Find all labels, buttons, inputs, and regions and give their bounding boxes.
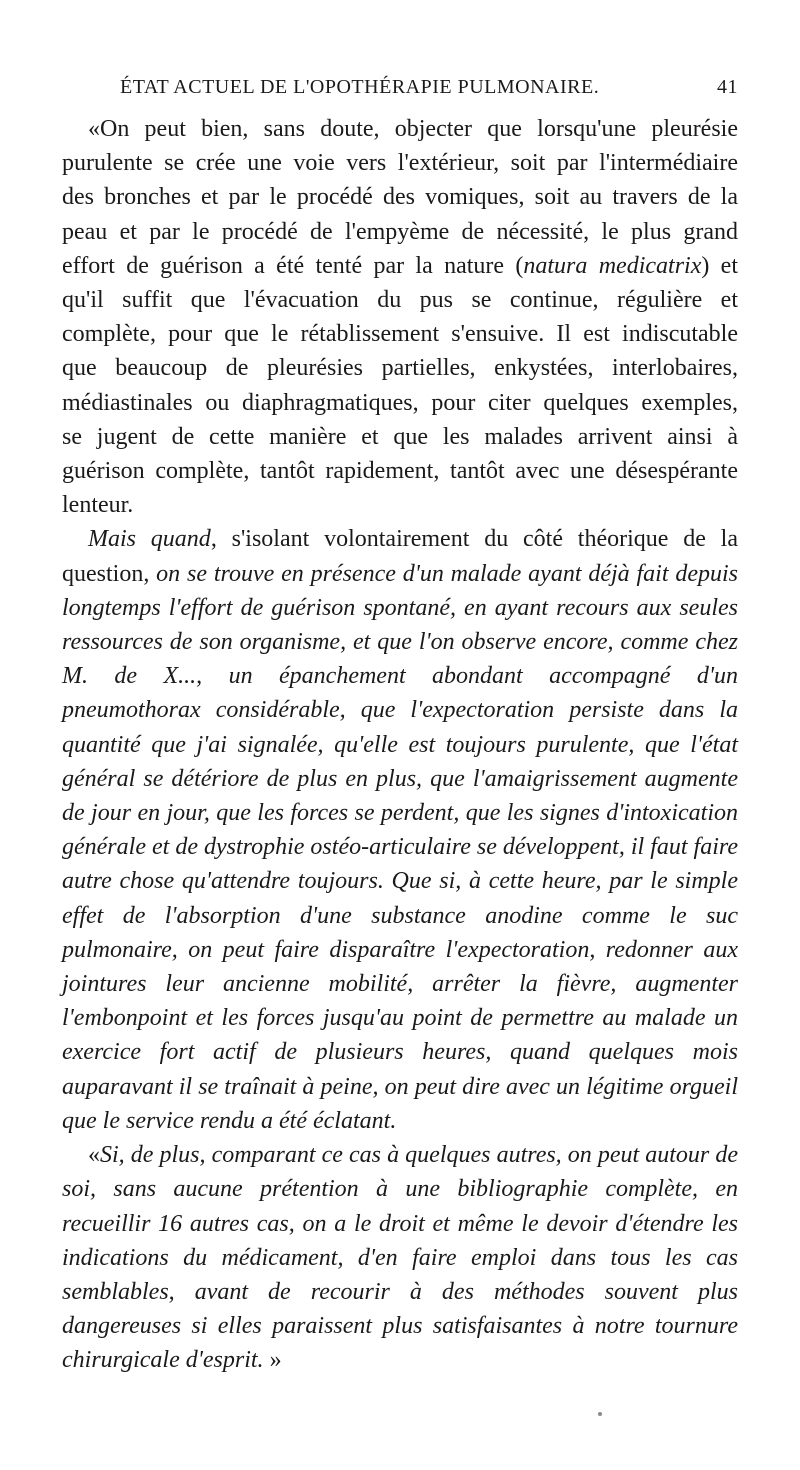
paragraph-1-text-a: On peut bien, sans doute, objecter que lorsqu'une pleurésie purulente se crée une voie vers l'extérieur, soit par l'intermédiaire des bronches et par le procédé des vomiques, soit au travers de la peau et par le procédé de l'empyème de nécessité, le plus grand effort de guérison a été tenté par la nature (: [62, 116, 738, 279]
latin-term: natura medicatrix: [523, 252, 702, 279]
paragraph-2-lead: Mais quand: [88, 526, 211, 553]
paragraph-3: [62, 1138, 738, 1377]
paragraph-2-italic: on se trouve en présence d'un malade ayant déjà fait depuis longtemps l'effort de guérison spontané, en ayant recours aux seules ressources de son organisme, et que l'on observe encore, comme chez M. de X..., un épanchement abondant accompagné d'un pneumothorax considérable, que l'expectoration persiste dans la quantité que j'ai signalée, qu'elle est toujours purulente, que l'état général se détériore de plus en plus, que l'amaigrissement augmente de jour en jour, que les forces se perdent, que les signes d'intoxication générale et de dystrophie ostéo-articulaire se développent, il faut faire autre chose qu'attendre toujours. Que si, à cette heure, par le simple effet de l'absorption d'une substance anodine comme le suc pulmonaire, on peut faire disparaître l'expectoration, redonner aux jointures leur ancienne mobilité, arrêter la fièvre, augmenter l'embonpoint et les forces jusqu'au point de permettre au malade un exercice fort actif de plusieurs heures, quand quelques mois auparavant il se traînait à peine, on peut dire avec un légitime orgueil que le service rendu a été éclatant.: [62, 560, 738, 1134]
page-number: 41: [717, 76, 738, 98]
opening-quote: «: [88, 116, 100, 142]
body-text: [62, 112, 738, 1378]
paragraph-1-text-b: ) et qu'il suffit que l'évacuation du pus se continue, régulière et complète, pour que le rétablissement s'ensuive. Il est indiscutable que beaucoup de pleurésies partielles, enkystées, interlobaires, médiastinales ou diaphragmatiques, pour citer quelques exemples, se jugent de cette manière et que les malades arrivent ainsi à guérison complète, tantôt rapidement, tantôt avec une désespérante lenteur.: [62, 252, 739, 519]
closing-quote: »: [269, 1347, 282, 1374]
paragraph-2: [62, 522, 738, 1138]
ink-speck: [598, 1412, 602, 1416]
paragraph-3-italic: Si, de plus, comparant ce cas à quelques autres, on peut autour de soi, sans aucune prétention à une bibliographie complète, en recueillir 16 autres cas, on a le droit et même le devoir d'étendre les indications du médicament, d'en faire emploi dans tous les cas semblables, avant de recourir à des méthodes souvent plus dangereuses si elles paraissent plus satisfaisantes à notre tournure chirurgicale d'esprit.: [62, 1142, 738, 1374]
paragraph-1: [62, 112, 738, 522]
opening-quote: «: [88, 1142, 100, 1169]
paragraph-2-roman: , s'isolant volontairement du côté théorique de la question,: [62, 526, 738, 587]
page-header: [62, 76, 738, 116]
running-title: ÉTAT ACTUEL DE L'OPOTHÉRAPIE PULMONAIRE.: [120, 76, 600, 98]
